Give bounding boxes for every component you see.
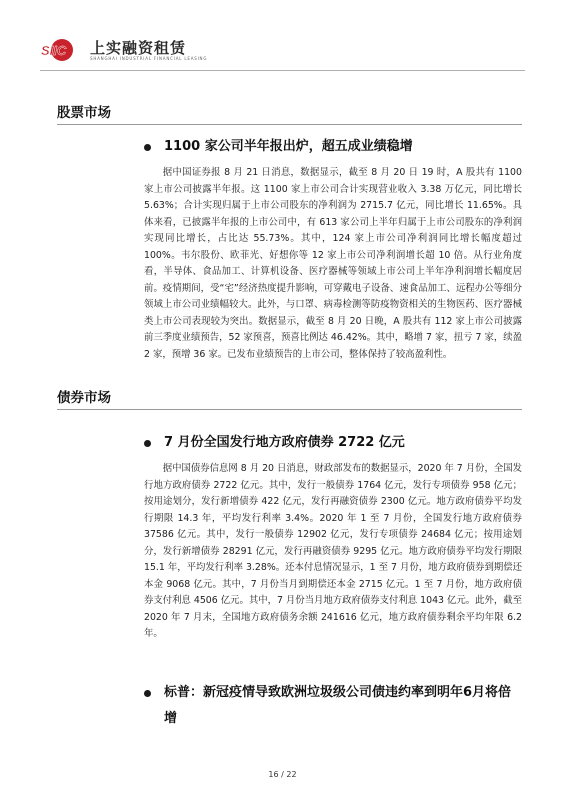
news-body: 据中国证券报 8 月 21 日消息，数据显示，截至 8 月 20 日 19 时，A 股共有 1100 家上市公司披露半年报。这 1100 家上市公司合计实现营业收入 3.38 万亿元，同比增长 5.63%；合计实现归属于上市公司股东的净利润为 2715.7 亿元，同比增长 11.65%。具体来看，已披露半年报的上市公司中，有 613 家公司上半年归属于上市公司股东的净利润实现同比增长，占比达 55.73%。其中，124 家上市公司净利润同比增长幅度超过 100%。韦尔股份、欧菲光、好想你等 12 家上市公司净利润增长超 10 倍。从行业角度看，半导体、食品加工、计算机设备、医疗器械等领域上市公司上半年净利润增长幅度居前。疫情期间，受“宅”经济热度提升影响，可穿戴电子设备、速食品加工、远程办公等细分领域上市公司业绩幅较大。此外，与口罩、病毒检测等防疫物资相关的生物医药、医疗器械类上市公司表现较为突出。数据显示，截至 8 月 20 日晚，A 股共有 112 家上市公司披露前三季度业绩预告，52 家预喜，预喜比例达 46.42%。其中，略增 7 家，扭亏 7 家，续盈 2 家，预增 36 家。已发布业绩预告的上市公司，整体保持了较高盈利性。 [144, 167, 522, 360]
section-title-stock-market: 股票市场 [57, 105, 111, 121]
news-headline [144, 680, 524, 732]
company-name: 上实融资租赁 [90, 39, 187, 57]
siic-logo-icon [40, 38, 80, 62]
headline-text: 7 月份全国发行地方政府债券 2722 亿元 [164, 435, 405, 450]
section-title-bond-market: 债券市场 [57, 390, 111, 406]
page-number: 16 / 22 [268, 770, 297, 779]
bullet-icon [144, 440, 151, 447]
page-header [40, 36, 530, 66]
header-divider [40, 70, 525, 71]
company-name-en: SHANGHAI INDUSTRIAL FINANCIAL LEASING [90, 56, 208, 61]
svg-text:SIIC: SIIC [41, 43, 67, 58]
bullet-icon [144, 144, 151, 151]
section-divider [57, 409, 522, 410]
bullet-icon [144, 690, 151, 697]
news-headline [144, 134, 524, 160]
section-divider [57, 124, 522, 125]
headline-text: 标普：新冠疫情导致欧洲垃圾级公司债违约率到明年6月将倍增 [164, 685, 512, 726]
headline-text: 1100 家公司半年报出炉，超五成业绩稳增 [164, 139, 413, 154]
news-body: 据中国债券信息网 8 月 20 日消息，财政部发布的数据显示，2020 年 7 月份，全国发行地方政府债券 2722 亿元。其中，发行一般债券 1764 亿元，发行专项债券 958 亿元；按用途划分，发行新增债券 422 亿元，发行再融资债券 2300 亿元。地方政府债券平均发行期限 14.3 年，平均发行利率 3.4%。2020 年 1 至 7 月份，全国发行地方政府债券 37586 亿元。其中，发行一般债券 12902 亿元，发行专项债券 24684 亿元；按用途划分，发行新增债券 28291 亿元，发行再融资债券 9295 亿元。地方政府债券平均发行期限 15.1 年，平均发行利率 3.28%。还本付息情况显示，1 至 7 月份，地方政府债券到期偿还本金 9068 亿元。其中，7 月份当月到期偿还本金 2715 亿元。1 至 7 月份，地方政府债券支付利息 4506 亿元。其中，7 月份当月地方政府债券支付利息 1043 亿元。此外，截至 2020 年 7 月末，全国地方政府债务余额 241616 亿元，地方政府债券剩余平均年限 6.2 年。 [144, 463, 523, 639]
news-headline [144, 430, 524, 456]
